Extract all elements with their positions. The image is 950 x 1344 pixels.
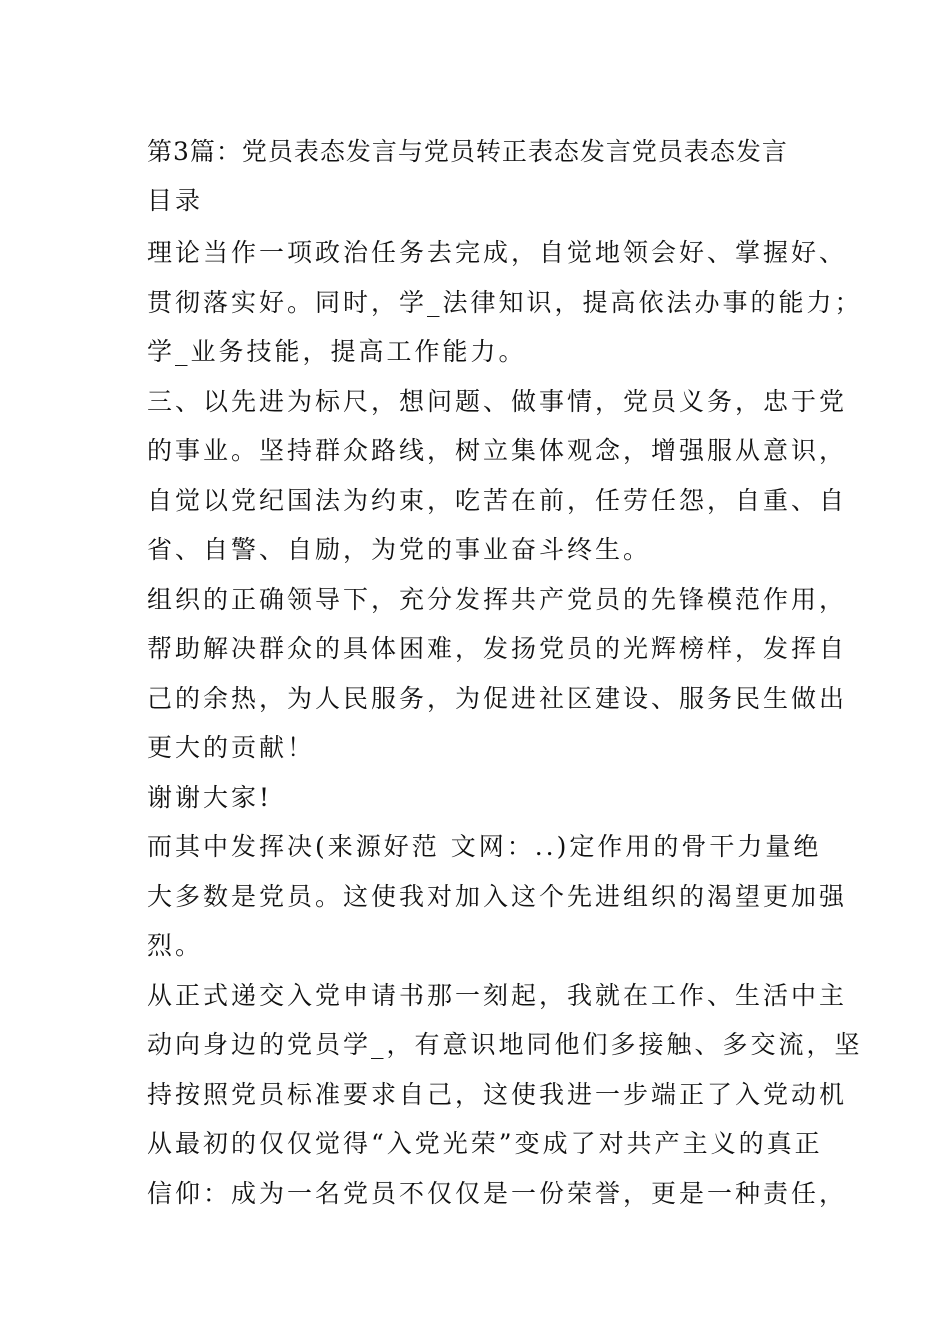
text-line: 更大的贡献！ [147,733,316,762]
text-line: 学_业务技能，提高工作能力。 [147,337,527,366]
text-line: 省、自警、自励，为党的事业奋斗终生。 [147,535,652,564]
text-line: 贯彻落实好。同时，学_法律知识，提高依法办事的能力； [147,288,863,317]
text-line: 从正式递交入党申请书那一刻起，我就在工作、生活中主 [147,981,848,1010]
text-line: 自觉以党纪国法为约束，吃苦在前，任劳任怨，自重、自 [147,486,848,515]
toc-label: 目录 [147,186,204,215]
text-line: 从最初的仅仅觉得“入党光荣”变成了对共产主义的真正 [147,1129,823,1158]
text-line: 三、以先进为标尺，想问题、做事情，党员义务，忠于党 [147,387,848,416]
text-line: 理论当作一项政治任务去完成，自觉地领会好、掌握好、 [147,238,848,267]
text-line: 动向身边的党员学_，有意识地同他们多接触、多交流，坚 [147,1030,863,1059]
text-line: 持按照党员标准要求自己，这使我进一步端正了入党动机 [147,1080,848,1109]
text-line: 帮助解决群众的具体困难，发扬党员的光辉榜样，发挥自 [147,634,848,663]
text-line: 信仰：成为一名党员不仅仅是一份荣誉，更是一种责任， [147,1179,848,1208]
text-line: 烈。 [147,931,204,960]
text-line: 的事业。坚持群众路线，树立集体观念，增强服从意识， [147,436,848,465]
text-line: 组织的正确领导下，充分发挥共产党员的先锋模范作用， [147,585,848,614]
document-title: 第3篇：党员表态发言与党员转正表态发言党员表态发言 [147,137,788,166]
text-line: 大多数是党员。这使我对加入这个先进组织的渴望更加强 [147,882,848,911]
text-line: 而其中发挥决(来源好范 文网：..)定作用的骨干力量绝 [147,832,822,861]
text-line: 己的余热，为人民服务，为促进社区建设、服务民生做出 [147,684,848,713]
text-line: 谢谢大家! [147,783,273,812]
